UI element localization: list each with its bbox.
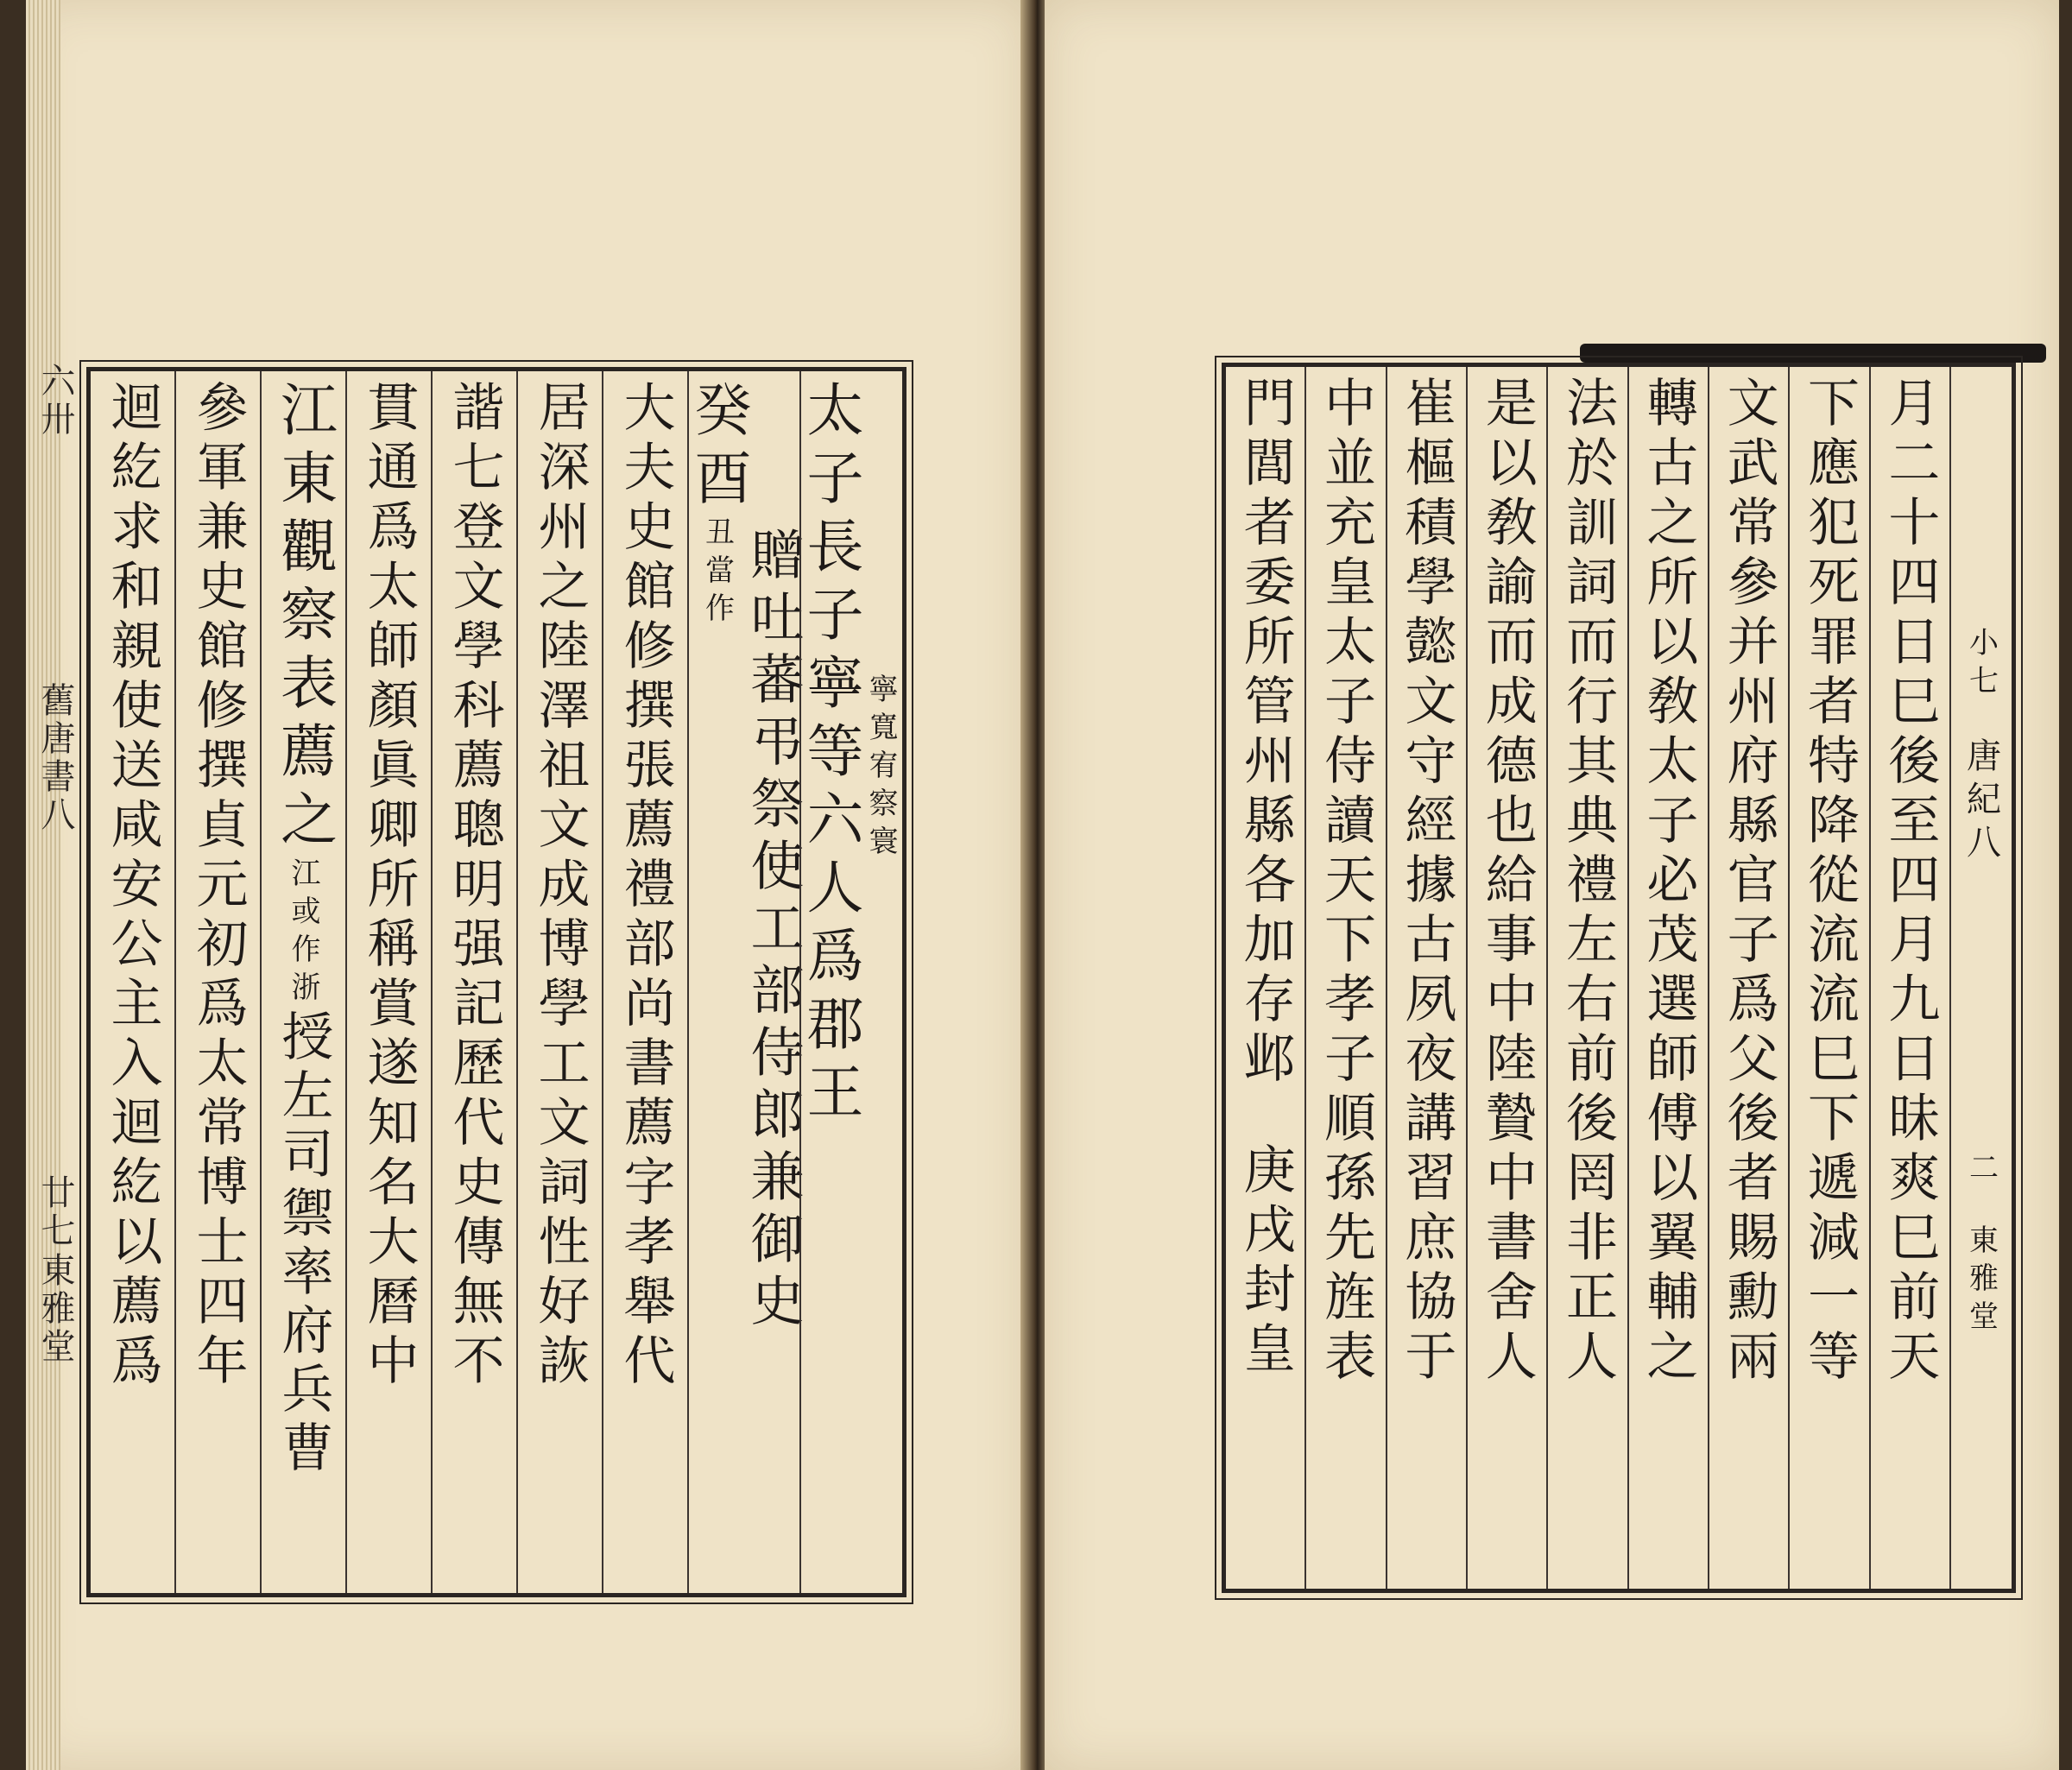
text-column-7: [260, 371, 345, 1593]
text-column-5: [431, 371, 516, 1593]
column-text: 居深州之陸澤祖文成博學工文詞性好詼: [529, 380, 591, 1393]
column-text-continued: 贈吐蕃弔祭使工部侍郎兼御史: [742, 527, 805, 1335]
margin-label-1: 小七: [1963, 626, 1999, 703]
text-column-6: [1466, 367, 1546, 1589]
column-text: 癸酉: [685, 380, 751, 516]
text-column-9: [1226, 367, 1304, 1589]
text-column-9: [91, 371, 174, 1593]
margin-label-1: 六卅: [35, 363, 75, 439]
column-text-continued: 授左司禦率府兵曹: [273, 1009, 334, 1479]
text-column-8: [1304, 367, 1385, 1589]
text-column-3: [1708, 367, 1788, 1589]
text-column-6: [345, 371, 431, 1593]
column-text: 中並充皇太子侍讀天下孝子順孫先旌表: [1316, 376, 1377, 1388]
column-text: 下應犯死罪者特降從流流巳下遞減一等: [1799, 376, 1860, 1388]
column-text: 迴紇求和親使送咸安公主入迴紇以薦爲: [102, 380, 163, 1393]
margin-label-2: 舊唐書八: [35, 682, 75, 834]
column-text: 月二十四日巳後至四月九日昧爽巳前天: [1879, 376, 1941, 1388]
text-column-4: [1627, 367, 1708, 1589]
left-page: [26, 0, 1027, 1770]
text-column-1: [799, 371, 902, 1593]
annotation-note: 江或作浙: [286, 857, 320, 1009]
column-text: 法於訓詞而行其典禮左右前後罔非正人: [1557, 376, 1619, 1388]
column-text: 貫通爲太師顏眞卿所稱賞遂知名大曆中: [358, 380, 420, 1393]
ink-smudge: [1580, 344, 2046, 363]
column-text: 文武常參并州府縣官子爲父後者賜勳兩: [1718, 376, 1779, 1388]
margin-label-3: 二: [1963, 1151, 1999, 1190]
text-frame-left: [86, 367, 906, 1597]
annotation-note: 丑當作: [699, 516, 735, 630]
column-text-continued: 庚戌封皇: [1235, 1142, 1296, 1381]
right-page: [1045, 0, 2059, 1770]
margin-label-4: 東雅堂: [1963, 1223, 1999, 1338]
margin-label-2: 唐紀八: [1961, 736, 2001, 867]
text-column-4: [516, 371, 602, 1593]
text-column-3: [602, 371, 687, 1593]
column-text: 崔樞積學懿文守經據古夙夜講習庶協于: [1396, 376, 1457, 1388]
column-text: 大夫史館修撰張薦禮部尚書薦字孝舉代: [615, 380, 676, 1393]
text-column-2: [685, 371, 805, 1593]
column-text: 是以敎諭而成德也給事中陸贄中書舍人: [1476, 376, 1538, 1388]
text-column-5: [1546, 367, 1627, 1589]
text-column-8: [174, 371, 260, 1593]
text-column-7: [1386, 367, 1466, 1589]
text-frame-right: [1222, 363, 2016, 1593]
column-text: 門閭者委所管州縣各加存邺: [1235, 376, 1296, 1090]
annotation-note: 寧寬宥察寰: [863, 673, 898, 863]
column-text: 太子長子寧等六人爲郡王: [797, 380, 863, 1130]
column-text: 諧七登文學科薦聰明强記歷代史傳無不: [444, 380, 505, 1393]
column-text: 參軍兼史館修撰貞元初爲太常博士四年: [187, 380, 249, 1393]
column-text: 轉古之所以敎太子必茂選師傅以翼輔之: [1638, 376, 1699, 1388]
page-edges: [26, 0, 60, 1770]
margin-label-3: 廿七: [35, 1174, 75, 1250]
text-column-2: [1788, 367, 1868, 1589]
margin-label-4: 東雅堂: [35, 1252, 75, 1366]
center-fold-column: [1949, 367, 2012, 1589]
column-text: 江東觀察表薦之: [270, 380, 338, 857]
text-column-1: [1869, 367, 1949, 1589]
